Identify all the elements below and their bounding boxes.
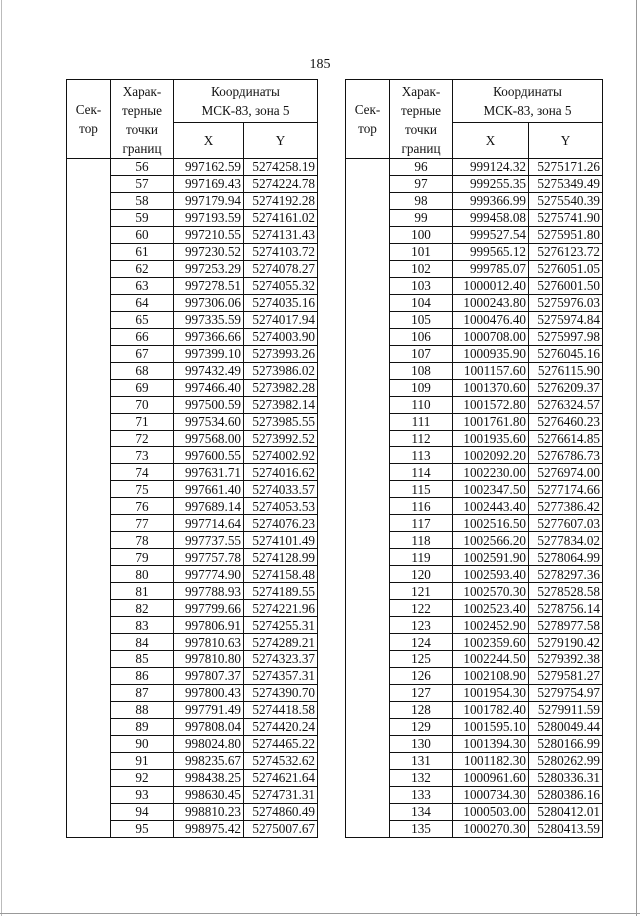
- y-coordinate-cell: 5275974.84: [529, 311, 603, 328]
- x-coordinate-cell: 1000243.80: [453, 294, 529, 311]
- x-coordinate-cell: 997500.59: [174, 396, 244, 413]
- y-coordinate-cell: 5274289.21: [244, 634, 318, 651]
- point-number-cell: 62: [111, 260, 174, 277]
- point-number-cell: 67: [111, 345, 174, 362]
- y-coordinate-cell: 5280049.44: [529, 718, 603, 735]
- y-coordinate-cell: 5278977.58: [529, 617, 603, 634]
- x-coordinate-cell: 1002523.40: [453, 600, 529, 617]
- page-edge-left: [1, 0, 2, 916]
- x-coordinate-cell: 1000935.90: [453, 345, 529, 362]
- x-coordinate-cell: 1000961.60: [453, 769, 529, 786]
- point-number-cell: 133: [390, 786, 453, 803]
- point-number-cell: 85: [111, 651, 174, 668]
- x-coordinate-cell: 1002359.60: [453, 634, 529, 651]
- point-number-cell: 131: [390, 752, 453, 769]
- header-char-line2: терные: [122, 103, 162, 118]
- x-coordinate-cell: 999124.32: [453, 159, 529, 176]
- y-coordinate-cell: 5280262.99: [529, 752, 603, 769]
- point-number-cell: 112: [390, 430, 453, 447]
- x-coordinate-cell: 997807.37: [174, 668, 244, 685]
- y-coordinate-cell: 5277386.42: [529, 498, 603, 515]
- x-coordinate-cell: 1001935.60: [453, 430, 529, 447]
- y-coordinate-cell: 5274621.64: [244, 769, 318, 786]
- y-coordinate-cell: 5274224.78: [244, 175, 318, 192]
- x-coordinate-cell: 999785.07: [453, 260, 529, 277]
- y-coordinate-cell: 5273985.55: [244, 413, 318, 430]
- x-coordinate-cell: 999565.12: [453, 243, 529, 260]
- x-coordinate-cell: 997788.93: [174, 583, 244, 600]
- y-coordinate-cell: 5275540.39: [529, 192, 603, 209]
- point-number-cell: 111: [390, 413, 453, 430]
- point-number-cell: 77: [111, 515, 174, 532]
- y-coordinate-cell: 5274161.02: [244, 209, 318, 226]
- x-coordinate-cell: 997810.63: [174, 634, 244, 651]
- point-number-cell: 134: [390, 803, 453, 820]
- y-coordinate-cell: 5278528.58: [529, 583, 603, 600]
- y-coordinate-cell: 5274189.55: [244, 583, 318, 600]
- y-coordinate-cell: 5276001.50: [529, 277, 603, 294]
- x-coordinate-cell: 1001370.60: [453, 379, 529, 396]
- y-coordinate-cell: 5274101.49: [244, 532, 318, 549]
- y-coordinate-cell: 5274390.70: [244, 685, 318, 702]
- y-coordinate-cell: 5274532.62: [244, 752, 318, 769]
- x-coordinate-cell: 1000012.40: [453, 277, 529, 294]
- point-number-cell: 66: [111, 328, 174, 345]
- y-coordinate-cell: 5279911.59: [529, 702, 603, 719]
- point-number-cell: 74: [111, 464, 174, 481]
- x-coordinate-cell: 998438.25: [174, 769, 244, 786]
- x-coordinate-cell: 997791.49: [174, 702, 244, 719]
- x-coordinate-cell: 997737.55: [174, 532, 244, 549]
- y-coordinate-cell: 5274221.96: [244, 600, 318, 617]
- y-coordinate-cell: 5274357.31: [244, 668, 318, 685]
- x-coordinate-cell: 998630.45: [174, 786, 244, 803]
- y-coordinate-cell: 5274078.27: [244, 260, 318, 277]
- point-number-cell: 120: [390, 566, 453, 583]
- x-coordinate-cell: 1002108.90: [453, 668, 529, 685]
- header-char-line3: точки: [405, 122, 437, 137]
- x-coordinate-cell: 1000734.30: [453, 786, 529, 803]
- point-number-cell: 82: [111, 600, 174, 617]
- point-number-cell: 128: [390, 702, 453, 719]
- x-coordinate-cell: 1002230.00: [453, 464, 529, 481]
- x-coordinate-cell: 1002591.90: [453, 549, 529, 566]
- x-coordinate-cell: 1001954.30: [453, 685, 529, 702]
- page-number: 185: [309, 57, 331, 72]
- x-coordinate-cell: 1000503.00: [453, 803, 529, 820]
- x-coordinate-cell: 999255.35: [453, 175, 529, 192]
- header-sector-line2: тор: [358, 121, 377, 136]
- point-number-cell: 88: [111, 702, 174, 719]
- x-coordinate-cell: 1002443.40: [453, 498, 529, 515]
- x-coordinate-cell: 997253.29: [174, 260, 244, 277]
- point-number-cell: 57: [111, 175, 174, 192]
- point-number-cell: 121: [390, 583, 453, 600]
- table-body-right: [346, 159, 603, 838]
- x-coordinate-cell: 997631.71: [174, 464, 244, 481]
- x-coordinate-cell: 997162.59: [174, 159, 244, 176]
- x-coordinate-cell: 997335.59: [174, 311, 244, 328]
- y-coordinate-cell: 5275007.67: [244, 820, 318, 838]
- table-body-left: [67, 159, 318, 838]
- x-coordinate-cell: 1000708.00: [453, 328, 529, 345]
- point-number-cell: 126: [390, 668, 453, 685]
- x-coordinate-cell: 997806.91: [174, 617, 244, 634]
- y-coordinate-cell: 5274033.57: [244, 481, 318, 498]
- point-number-cell: 135: [390, 820, 453, 838]
- x-coordinate-cell: 1002092.20: [453, 447, 529, 464]
- point-number-cell: 127: [390, 685, 453, 702]
- y-coordinate-cell: 5274016.62: [244, 464, 318, 481]
- y-coordinate-cell: 5274035.16: [244, 294, 318, 311]
- point-number-cell: 58: [111, 192, 174, 209]
- header-char-line1: Харак-: [122, 84, 162, 99]
- point-number-cell: 108: [390, 362, 453, 379]
- header-x: X: [174, 122, 244, 158]
- point-number-cell: 78: [111, 532, 174, 549]
- x-coordinate-cell: 997799.66: [174, 600, 244, 617]
- point-number-cell: 103: [390, 277, 453, 294]
- x-coordinate-cell: 997306.06: [174, 294, 244, 311]
- y-coordinate-cell: 5276051.05: [529, 260, 603, 277]
- header-char-line2: терные: [401, 103, 441, 118]
- point-number-cell: 72: [111, 430, 174, 447]
- y-coordinate-cell: 5274002.92: [244, 447, 318, 464]
- point-number-cell: 80: [111, 566, 174, 583]
- point-number-cell: 90: [111, 735, 174, 752]
- y-coordinate-cell: 5276974.00: [529, 464, 603, 481]
- point-number-cell: 93: [111, 786, 174, 803]
- point-number-cell: 116: [390, 498, 453, 515]
- point-number-cell: 70: [111, 396, 174, 413]
- x-coordinate-cell: 999458.08: [453, 209, 529, 226]
- header-sector-line1: Сек-: [354, 102, 381, 117]
- x-coordinate-cell: 997714.64: [174, 515, 244, 532]
- x-coordinate-cell: 997774.90: [174, 566, 244, 583]
- y-coordinate-cell: 5273982.14: [244, 396, 318, 413]
- point-number-cell: 94: [111, 803, 174, 820]
- x-coordinate-cell: 1001572.80: [453, 396, 529, 413]
- point-number-cell: 59: [111, 209, 174, 226]
- point-number-cell: 91: [111, 752, 174, 769]
- x-coordinate-cell: 997230.52: [174, 243, 244, 260]
- y-coordinate-cell: 5276045.16: [529, 345, 603, 362]
- x-coordinate-cell: 1002244.50: [453, 651, 529, 668]
- header-x: X: [453, 122, 529, 158]
- point-number-cell: 119: [390, 549, 453, 566]
- y-coordinate-cell: 5277174.66: [529, 481, 603, 498]
- y-coordinate-cell: 5273986.02: [244, 362, 318, 379]
- y-coordinate-cell: 5276786.73: [529, 447, 603, 464]
- x-coordinate-cell: 1000476.40: [453, 311, 529, 328]
- point-number-cell: 107: [390, 345, 453, 362]
- point-number-cell: 71: [111, 413, 174, 430]
- header-char-line4: границ: [401, 141, 441, 156]
- header-char-line4: границ: [122, 141, 162, 156]
- table-row: [346, 159, 603, 176]
- point-number-cell: 100: [390, 226, 453, 243]
- y-coordinate-cell: 5273992.52: [244, 430, 318, 447]
- x-coordinate-cell: 997600.55: [174, 447, 244, 464]
- header-y: Y: [529, 122, 603, 158]
- point-number-cell: 75: [111, 481, 174, 498]
- point-number-cell: 99: [390, 209, 453, 226]
- x-coordinate-cell: 997661.40: [174, 481, 244, 498]
- x-coordinate-cell: 1002452.90: [453, 617, 529, 634]
- x-coordinate-cell: 997808.04: [174, 718, 244, 735]
- header-coords-label: Координаты: [493, 83, 562, 99]
- point-number-cell: 113: [390, 447, 453, 464]
- y-coordinate-cell: 5279754.97: [529, 685, 603, 702]
- y-coordinate-cell: 5274158.48: [244, 566, 318, 583]
- x-coordinate-cell: 997432.49: [174, 362, 244, 379]
- x-coordinate-cell: 998810.23: [174, 803, 244, 820]
- point-number-cell: 114: [390, 464, 453, 481]
- header-coordinates: [174, 80, 318, 123]
- y-coordinate-cell: 5276123.72: [529, 243, 603, 260]
- x-coordinate-cell: 997810.80: [174, 651, 244, 668]
- point-number-cell: 68: [111, 362, 174, 379]
- x-coordinate-cell: 1001761.80: [453, 413, 529, 430]
- page-edge-right: [636, 0, 637, 916]
- y-coordinate-cell: 5280336.31: [529, 769, 603, 786]
- y-coordinate-cell: 5275951.80: [529, 226, 603, 243]
- y-coordinate-cell: 5280412.01: [529, 803, 603, 820]
- header-sector-line1: Сек-: [75, 102, 102, 117]
- sector-cell: [346, 159, 390, 838]
- x-coordinate-cell: 1001595.10: [453, 718, 529, 735]
- point-number-cell: 76: [111, 498, 174, 515]
- header-sector: [346, 80, 390, 159]
- y-coordinate-cell: 5279392.38: [529, 651, 603, 668]
- point-number-cell: 69: [111, 379, 174, 396]
- y-coordinate-cell: 5274255.31: [244, 617, 318, 634]
- point-number-cell: 106: [390, 328, 453, 345]
- point-number-cell: 124: [390, 634, 453, 651]
- point-number-cell: 122: [390, 600, 453, 617]
- x-coordinate-cell: 997210.55: [174, 226, 244, 243]
- point-number-cell: 132: [390, 769, 453, 786]
- y-coordinate-cell: 5276115.90: [529, 362, 603, 379]
- y-coordinate-cell: 5274420.24: [244, 718, 318, 735]
- y-coordinate-cell: 5274055.32: [244, 277, 318, 294]
- point-number-cell: 92: [111, 769, 174, 786]
- point-number-cell: 60: [111, 226, 174, 243]
- y-coordinate-cell: 5278064.99: [529, 549, 603, 566]
- y-coordinate-cell: 5273993.26: [244, 345, 318, 362]
- x-coordinate-cell: 999527.54: [453, 226, 529, 243]
- point-number-cell: 83: [111, 617, 174, 634]
- y-coordinate-cell: 5279190.42: [529, 634, 603, 651]
- point-number-cell: 73: [111, 447, 174, 464]
- x-coordinate-cell: 997689.14: [174, 498, 244, 515]
- y-coordinate-cell: 5274258.19: [244, 159, 318, 176]
- x-coordinate-cell: 1000270.30: [453, 820, 529, 838]
- y-coordinate-cell: 5276209.37: [529, 379, 603, 396]
- header-characteristic-points: [390, 80, 453, 159]
- x-coordinate-cell: 997568.00: [174, 430, 244, 447]
- table-row: [67, 159, 318, 176]
- y-coordinate-cell: 5274731.31: [244, 786, 318, 803]
- y-coordinate-cell: 5274128.99: [244, 549, 318, 566]
- header-characteristic-points: [111, 80, 174, 159]
- y-coordinate-cell: 5275171.26: [529, 159, 603, 176]
- point-number-cell: 109: [390, 379, 453, 396]
- y-coordinate-cell: 5274418.58: [244, 702, 318, 719]
- y-coordinate-cell: 5275997.98: [529, 328, 603, 345]
- x-coordinate-cell: 1002570.30: [453, 583, 529, 600]
- point-number-cell: 81: [111, 583, 174, 600]
- y-coordinate-cell: 5277607.03: [529, 515, 603, 532]
- y-coordinate-cell: 5274192.28: [244, 192, 318, 209]
- x-coordinate-cell: 997466.40: [174, 379, 244, 396]
- y-coordinate-cell: 5274003.90: [244, 328, 318, 345]
- point-number-cell: 130: [390, 735, 453, 752]
- y-coordinate-cell: 5280413.59: [529, 820, 603, 838]
- x-coordinate-cell: 997534.60: [174, 413, 244, 430]
- x-coordinate-cell: 1001157.60: [453, 362, 529, 379]
- y-coordinate-cell: 5276614.85: [529, 430, 603, 447]
- point-number-cell: 102: [390, 260, 453, 277]
- point-number-cell: 96: [390, 159, 453, 176]
- point-number-cell: 125: [390, 651, 453, 668]
- x-coordinate-cell: 997757.78: [174, 549, 244, 566]
- header-coord-system: МСК-83, зона 5: [201, 102, 290, 118]
- y-coordinate-cell: 5278297.36: [529, 566, 603, 583]
- y-coordinate-cell: 5274131.43: [244, 226, 318, 243]
- point-number-cell: 101: [390, 243, 453, 260]
- x-coordinate-cell: 999366.99: [453, 192, 529, 209]
- y-coordinate-cell: 5275976.03: [529, 294, 603, 311]
- y-coordinate-cell: 5274017.94: [244, 311, 318, 328]
- point-number-cell: 86: [111, 668, 174, 685]
- point-number-cell: 105: [390, 311, 453, 328]
- point-number-cell: 61: [111, 243, 174, 260]
- point-number-cell: 98: [390, 192, 453, 209]
- y-coordinate-cell: 5274076.23: [244, 515, 318, 532]
- point-number-cell: 95: [111, 820, 174, 838]
- x-coordinate-cell: 1002593.40: [453, 566, 529, 583]
- x-coordinate-cell: 997366.66: [174, 328, 244, 345]
- point-number-cell: 63: [111, 277, 174, 294]
- y-coordinate-cell: 5274860.49: [244, 803, 318, 820]
- coordinates-table-left: [66, 79, 318, 838]
- header-char-line1: Харак-: [401, 84, 441, 99]
- header-sector-line2: тор: [79, 121, 98, 136]
- point-number-cell: 79: [111, 549, 174, 566]
- header-y: Y: [244, 122, 318, 158]
- x-coordinate-cell: 997193.59: [174, 209, 244, 226]
- y-coordinate-cell: 5273982.28: [244, 379, 318, 396]
- point-number-cell: 56: [111, 159, 174, 176]
- y-coordinate-cell: 5276324.57: [529, 396, 603, 413]
- header-char-line3: точки: [126, 122, 158, 137]
- point-number-cell: 129: [390, 718, 453, 735]
- y-coordinate-cell: 5274465.22: [244, 735, 318, 752]
- y-coordinate-cell: 5278756.14: [529, 600, 603, 617]
- x-coordinate-cell: 997278.51: [174, 277, 244, 294]
- y-coordinate-cell: 5279581.27: [529, 668, 603, 685]
- header-sector: [67, 80, 111, 159]
- x-coordinate-cell: 998235.67: [174, 752, 244, 769]
- point-number-cell: 97: [390, 175, 453, 192]
- header-coord-system: МСК-83, зона 5: [483, 102, 572, 118]
- x-coordinate-cell: 998024.80: [174, 735, 244, 752]
- x-coordinate-cell: 1002347.50: [453, 481, 529, 498]
- point-number-cell: 64: [111, 294, 174, 311]
- x-coordinate-cell: 1001782.40: [453, 702, 529, 719]
- x-coordinate-cell: 997399.10: [174, 345, 244, 362]
- x-coordinate-cell: 1001394.30: [453, 735, 529, 752]
- x-coordinate-cell: 1002516.50: [453, 515, 529, 532]
- x-coordinate-cell: 1001182.30: [453, 752, 529, 769]
- point-number-cell: 65: [111, 311, 174, 328]
- y-coordinate-cell: 5274323.37: [244, 651, 318, 668]
- header-coords-label: Координаты: [211, 83, 280, 99]
- point-number-cell: 118: [390, 532, 453, 549]
- y-coordinate-cell: 5274053.53: [244, 498, 318, 515]
- page-edge-bottom: [0, 913, 640, 914]
- coordinates-table-right: [345, 79, 603, 838]
- x-coordinate-cell: 997169.43: [174, 175, 244, 192]
- y-coordinate-cell: 5276460.23: [529, 413, 603, 430]
- point-number-cell: 115: [390, 481, 453, 498]
- sector-cell: [67, 159, 111, 838]
- y-coordinate-cell: 5274103.72: [244, 243, 318, 260]
- point-number-cell: 89: [111, 718, 174, 735]
- x-coordinate-cell: 997179.94: [174, 192, 244, 209]
- y-coordinate-cell: 5275349.49: [529, 175, 603, 192]
- x-coordinate-cell: 998975.42: [174, 820, 244, 838]
- x-coordinate-cell: 1002566.20: [453, 532, 529, 549]
- point-number-cell: 87: [111, 685, 174, 702]
- y-coordinate-cell: 5275741.90: [529, 209, 603, 226]
- x-coordinate-cell: 997800.43: [174, 685, 244, 702]
- y-coordinate-cell: 5280166.99: [529, 735, 603, 752]
- point-number-cell: 117: [390, 515, 453, 532]
- point-number-cell: 123: [390, 617, 453, 634]
- point-number-cell: 110: [390, 396, 453, 413]
- point-number-cell: 84: [111, 634, 174, 651]
- header-coordinates: [453, 80, 603, 123]
- point-number-cell: 104: [390, 294, 453, 311]
- y-coordinate-cell: 5277834.02: [529, 532, 603, 549]
- y-coordinate-cell: 5280386.16: [529, 786, 603, 803]
